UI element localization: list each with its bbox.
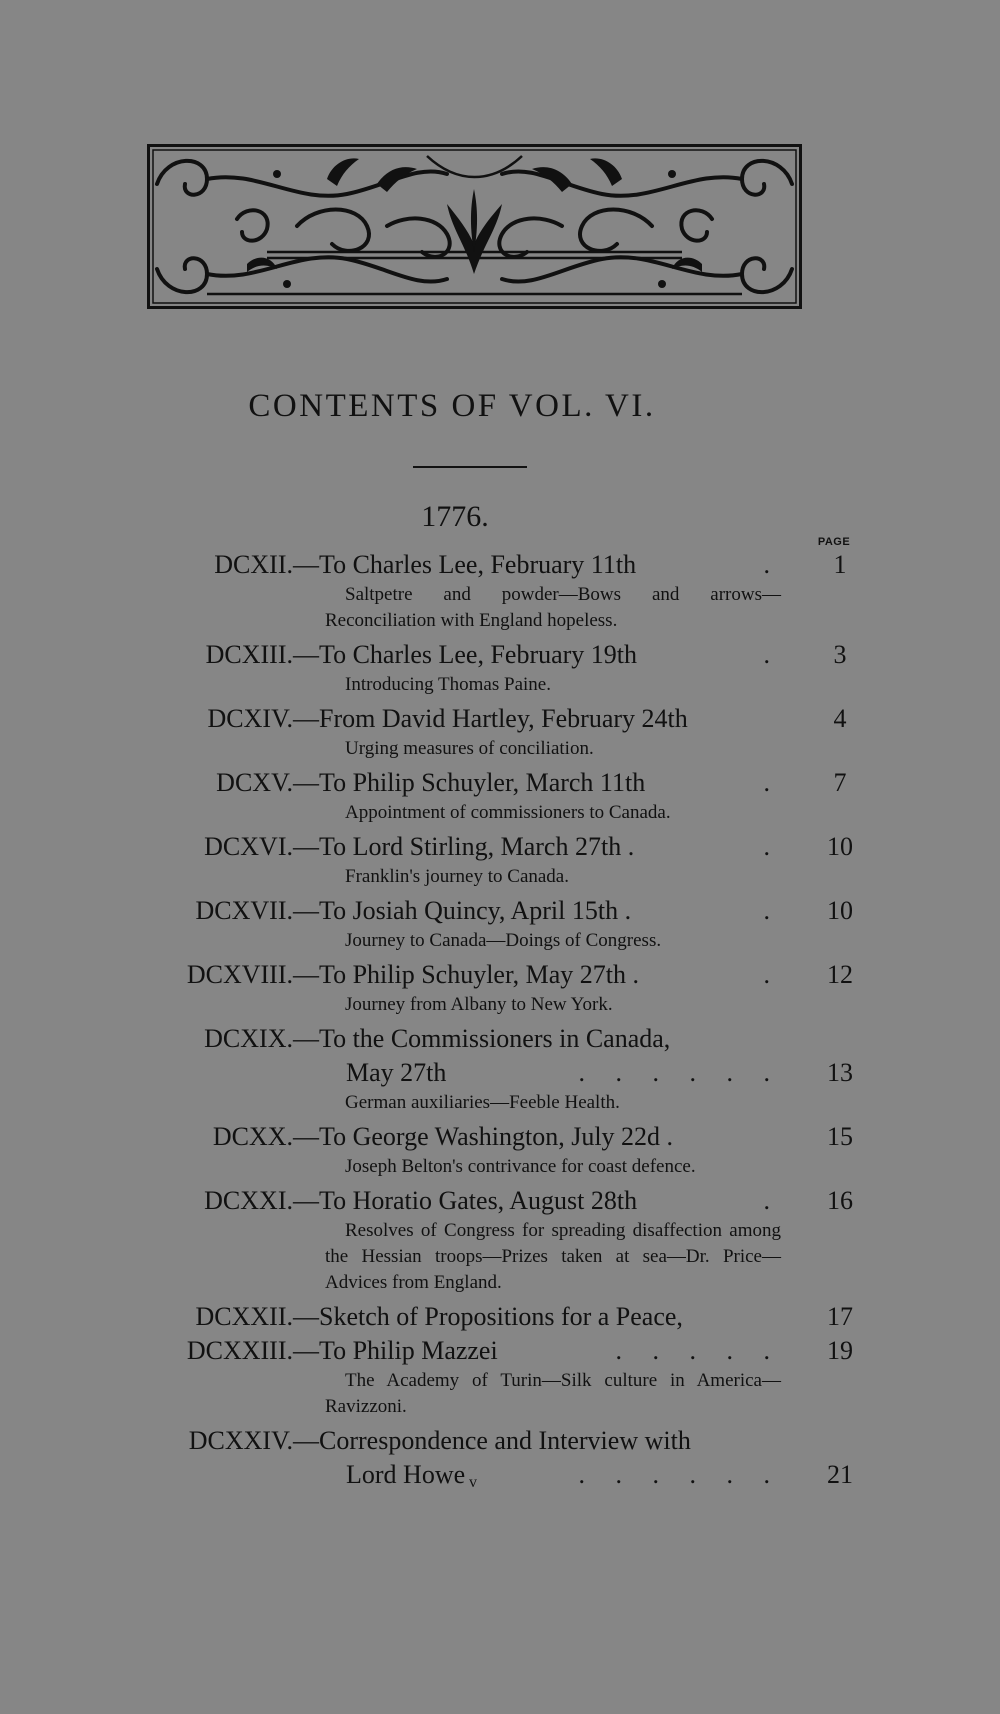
decorative-headpiece [147, 144, 802, 309]
entry-description: Appointment of commissioners to Canada. [345, 802, 671, 823]
dot-leader: . [763, 550, 782, 579]
entry-number: DCXIV. [207, 704, 293, 733]
entry-description: The Academy of Turin—Silk culture in America—Ravizzoni. [325, 1370, 781, 1417]
entry-number: DCXV. [216, 768, 293, 797]
dot-leader: . [763, 896, 782, 925]
entry-title: —To Philip Schuyler, May 27th . [293, 960, 639, 989]
contents-entry[interactable] [0, 638, 1000, 698]
entry-page: 1 [833, 550, 847, 579]
entry-number: DCXVIII. [186, 960, 293, 989]
year-heading: 1776. [421, 500, 489, 533]
entry-title: —To Lord Stirling, March 27th . [293, 832, 635, 861]
entry-title: —To Philip Mazzei [293, 1336, 498, 1365]
entry-title: —From David Hartley, February 24th [293, 704, 688, 733]
entry-title: —Sketch of Propositions for a Peace, [293, 1302, 683, 1331]
entry-page: 19 [827, 1336, 853, 1365]
entry-page: 13 [827, 1058, 853, 1087]
page-title: CONTENTS OF VOL. VI. [248, 388, 656, 424]
entry-title-continuation: May 27th [346, 1058, 447, 1087]
entry-description: Resolves of Congress for spreading disaffection among the Hessian troops—Prizes taken at sea—Dr. Price—Advices from England. [325, 1220, 781, 1293]
entry-description: Franklin's journey to Canada. [345, 866, 569, 887]
entry-page: 7 [833, 768, 847, 797]
entry-title: —To Horatio Gates, August 28th [293, 1186, 638, 1215]
entry-title: —To Charles Lee, February 19th [293, 640, 638, 669]
entry-description: Journey from Albany to New York. [345, 994, 613, 1015]
contents-entry[interactable] [0, 1022, 1000, 1116]
entry-number: DCXVII. [195, 896, 293, 925]
entry-title: —To Josiah Quincy, April 15th . [293, 896, 632, 925]
entry-number: DCXXIV. [188, 1426, 293, 1455]
contents-entry[interactable] [0, 958, 1000, 1018]
contents-entry[interactable] [0, 830, 1000, 890]
entry-title: —To Charles Lee, February 11th [293, 550, 637, 579]
entry-title: —To the Commissioners in Canada, [293, 1024, 671, 1053]
contents-entry[interactable] [0, 1300, 1000, 1334]
dot-leader: . . . . . . [578, 1460, 782, 1489]
entry-description: Introducing Thomas Paine. [345, 674, 551, 695]
contents-entry[interactable] [0, 702, 1000, 762]
contents-entry[interactable] [0, 1184, 1000, 1296]
entry-number: DCXIX. [204, 1024, 293, 1053]
page-column-label: PAGE [817, 536, 851, 548]
entry-number: DCXX. [212, 1122, 293, 1151]
entry-page: 4 [833, 704, 847, 733]
contents-entry[interactable] [0, 894, 1000, 954]
entry-page: 15 [827, 1122, 853, 1151]
entry-number: DCXIII. [205, 640, 293, 669]
entry-page: 10 [827, 832, 853, 861]
entry-number: DCXXIII. [186, 1336, 293, 1365]
entry-number: DCXII. [214, 550, 293, 579]
contents-entry[interactable] [0, 766, 1000, 826]
entry-page: 10 [827, 896, 853, 925]
entry-number: DCXXI. [204, 1186, 293, 1215]
dot-leader: . [763, 960, 782, 989]
dot-leader: . [763, 640, 782, 669]
entry-title: —To Philip Schuyler, March 11th [293, 768, 646, 797]
entry-title-continuation: Lord Howe [346, 1460, 466, 1489]
entry-number: DCXVI. [204, 832, 293, 861]
contents-entry[interactable] [0, 1334, 1000, 1420]
dot-leader: . [763, 1186, 782, 1215]
dot-leader: . . . . . . [578, 1058, 782, 1087]
entry-page: 21 [827, 1460, 853, 1489]
entry-description: German auxiliaries—Feeble Health. [345, 1092, 620, 1113]
entry-page: 12 [827, 960, 853, 989]
contents-entry[interactable] [0, 548, 1000, 634]
dot-leader: . . . . . [615, 1336, 782, 1365]
page-folio: v [469, 1474, 477, 1491]
contents-list [0, 548, 1000, 1492]
entry-description: Journey to Canada—Doings of Congress. [345, 930, 662, 951]
entry-title: —Correspondence and Interview with [293, 1426, 691, 1455]
dot-leader: . [763, 832, 782, 861]
entry-page: 17 [827, 1302, 853, 1331]
entry-page: 3 [833, 640, 847, 669]
entry-title: —To George Washington, July 22d . [293, 1122, 674, 1151]
entry-description: Joseph Belton's contrivance for coast defence. [345, 1156, 696, 1177]
entry-description: Urging measures of conciliation. [345, 738, 594, 759]
dot-leader: . [763, 768, 782, 797]
entry-description: Saltpetre and powder—Bows and arrows—Reconciliation with England hopeless. [325, 584, 781, 631]
entry-page: 16 [827, 1186, 853, 1215]
entry-number: DCXXII. [195, 1302, 293, 1331]
contents-entry[interactable] [0, 1120, 1000, 1180]
title-rule [413, 466, 527, 468]
